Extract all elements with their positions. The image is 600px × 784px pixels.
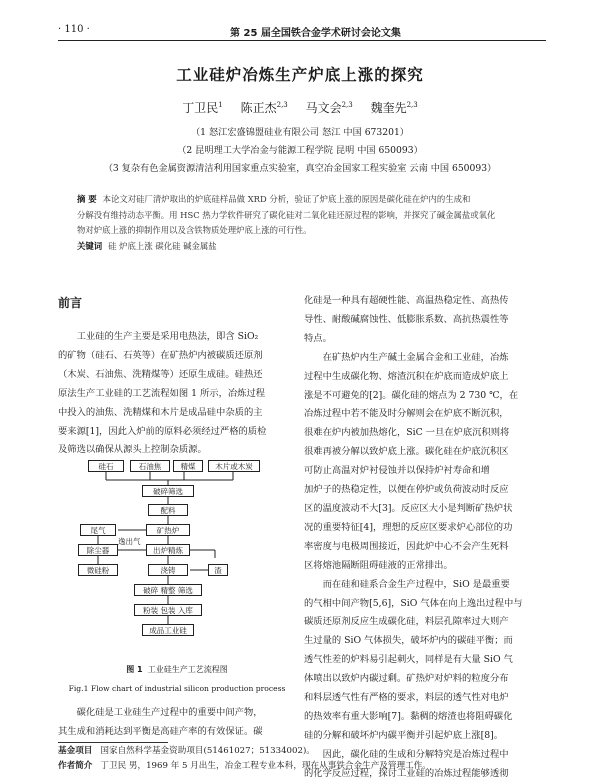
affiliation: （3 复杂有色金属资源清洁利用国家重点实验室，真空冶金国家工程实验室 云南 中国 650093）	[103, 163, 497, 174]
text-line: 碳质还原剂反应生成碳化硅，料层孔隙率过大则产	[304, 616, 509, 628]
flow-node-dust-collector: 除尘器	[78, 544, 118, 556]
text-line: 的矿物（硅石、石英等）在矿热炉内被碳质还原剂	[58, 349, 263, 361]
figure-caption-en: Fig.1 Flow chart of industrial silicon production process	[68, 684, 286, 693]
text-line: 很难在炉内被加热熔化，SiC 一旦在炉底沉积则将	[304, 427, 510, 439]
author-affil-mark: 1	[218, 101, 223, 109]
flow-node-input: 精煤	[173, 460, 203, 472]
footnote-author	[58, 758, 431, 775]
flow-node-input: 石油焦	[130, 460, 170, 472]
flow-node-batching: 配料	[148, 504, 188, 516]
text-line: 及筛选以确保从源头上控制杂质源。	[58, 444, 207, 456]
keywords-label: 关键词	[77, 240, 103, 251]
text-line: 原法生产工业硅的工艺流程如图 1 所示，冶炼过程	[58, 387, 266, 399]
author-affil-mark: 2,3	[406, 101, 418, 109]
text-line: 其生成和消耗达到平衡是高硅产率的有效保证。碳	[58, 725, 263, 737]
page-number: · 110 ·	[58, 24, 90, 35]
flow-node-microsilica: 微硅粉	[78, 564, 118, 576]
footnote-text: 国家自然科学基金资助项目(51461027；51334002)。	[100, 746, 315, 756]
text-line: 中投入的油焦、洗精煤和木片是成品硅中杂质的主	[58, 406, 263, 418]
text-line: 要来源[1]，因此入炉前的原料必须经过严格的质检	[58, 425, 267, 437]
affiliation: （1 怒江宏盛锦盟硅业有限公司 怒江 中国 673201）	[191, 127, 409, 138]
author-name: 魏奎先	[370, 101, 407, 115]
section-heading: 前言	[58, 296, 83, 310]
flow-node-finishing: 破碎 精整 筛选	[134, 584, 202, 596]
text-line: 硅的分解和破坏炉内碳平衡并引起炉底上涨[8]。	[304, 729, 504, 741]
flow-chart	[58, 458, 308, 658]
flow-node-crushing: 破碎筛选	[142, 485, 194, 497]
text-line: 很难再被分解以致炉底上涨。碳化硅在炉底沉积区	[304, 446, 509, 458]
author-list	[0, 99, 600, 116]
flow-node-tailgas: 尾气	[80, 524, 116, 536]
text-line: 生过量的 SiO 气体损失，破坏炉内的碳硅平衡；而	[304, 635, 513, 647]
author-name: 丁卫民	[182, 101, 219, 115]
abstract-label: 摘 要	[77, 194, 97, 204]
flow-node-product: 成品工业硅	[142, 624, 194, 636]
text-line: 过程中生成碳化物、熔渣沉积在炉底而造成炉底上	[304, 370, 509, 382]
text-line: 导性、耐酸碱腐蚀性、低膨胀系数、高抗热震性等	[304, 313, 509, 325]
figure-caption-text: 工业硅生产工艺流程图	[147, 665, 228, 674]
header-rule	[58, 40, 546, 41]
right-column	[304, 292, 546, 784]
figure-number: 图 1	[126, 665, 143, 674]
flow-node-input: 硅石	[88, 460, 124, 472]
running-header: 第 25 届全国铁合金学术研讨会论文集	[230, 28, 401, 39]
text-line: 而在硅和硅系合金生产过程中，SiO 是最重要	[322, 578, 510, 590]
author-affil-mark: 2,3	[341, 101, 353, 109]
text-line: 可防止高温对炉衬侵蚀并以保持炉衬寿命和增	[304, 465, 490, 477]
left-column-intro	[58, 328, 300, 460]
text-line: 因此，碳化硅的生成和分解特究是冶炼过程中	[322, 748, 509, 760]
flow-node-packing: 粉装 包装 入库	[134, 604, 202, 616]
abstract-line: 分解没有维持动态平衡。用 HSC 热力学软件研究了碳化硅对二氧化硅还原过程的影响，并探究了碱金属盐或氧化	[77, 209, 496, 220]
text-line: 透气性差的炉料易引起刺火，同样是有大量 SiO 气	[304, 654, 513, 666]
flow-node-casting: 浇铸	[148, 564, 188, 576]
keywords: 硅 炉底上涨 碳化硅 碱金属盐	[108, 240, 217, 251]
text-line: 况的重要特征[4]，理想的反应区要求炉心部位的功	[304, 521, 513, 533]
affiliation: （2 昆明理工大学冶金与能源工程学院 昆明 中国 650093）	[177, 145, 423, 156]
figure-caption-cn	[62, 664, 292, 675]
text-line: 特点。	[304, 332, 332, 344]
flow-node-input: 木片或木炭	[208, 460, 260, 472]
text-line: 区将熔池隔断阻碍硅液的正常排出。	[304, 559, 453, 571]
text-line: 涨是不可避免的[2]。碳化硅的熔点为 2 730 ℃，在	[304, 389, 519, 401]
text-line: 的热效率有重大影响[7]。黏稠的熔渣也将阻碍碳化	[304, 710, 513, 722]
author-name: 陈正杰	[240, 101, 277, 115]
footnote-label: 作者简介	[58, 761, 93, 771]
text-line: 加炉子的热稳定性，以便在停炉或负荷波动时反应	[304, 484, 509, 496]
paper-title: 工业硅炉冶炼生产炉底上涨的探究	[176, 66, 424, 84]
author-name: 马文会	[305, 101, 342, 115]
footnote-text: 丁卫民 男，1969 年 5 月出生，冶金工程专业本科，现在从事铁合金生产及管理工作。	[100, 761, 431, 771]
footnote-label: 基金项目	[58, 746, 93, 756]
text-line: 率密度与电极周围接近，因此炉中心不会产生死料	[304, 540, 509, 552]
text-line: 碳化硅是工业硅生产过程中的重要中间产物，	[76, 707, 263, 718]
flow-label-escape-gas: 逸出气	[118, 537, 141, 546]
text-line: 冶炼过程中若不能及时分解则会在炉底不断沉积，	[304, 408, 509, 420]
flow-node-slag: 渣	[208, 564, 228, 576]
flow-node-furnace: 矿热炉	[146, 524, 190, 536]
text-line: （木炭、石油焦、洗精煤等）还原生成硅。硅热还	[58, 368, 263, 380]
author-affil-mark: 2,3	[276, 101, 288, 109]
text-line: 和料层透气性有严格的要求，料层的透气性对电炉	[304, 692, 509, 704]
text-line: 区的温度波动不大[3]。反应区大小是判断矿热炉状	[304, 502, 513, 514]
text-line: 在矿热炉内生产碱土金属合金和工业硅，冶炼	[322, 351, 509, 363]
text-line: 化硅是一种具有超硬性能、高温热稳定性、高热传	[304, 295, 509, 306]
left-column-bottom	[58, 704, 300, 742]
text-line: 工业硅的生产主要是采用电热法，即含 SiO₂	[76, 331, 259, 342]
abstract-line: 物对炉底上涨的抑制作用以及含铁物质处理炉底上涨的可行性。	[77, 225, 312, 236]
abstract-line: 本论文对硅厂清炉取出的炉底硅样品做 XRD 分析，验证了炉底上涨的原因是碳化硅在炉内的生成和	[102, 194, 471, 204]
text-line: 的化学反应过程，探讨工业硅的冶炼过程能够透彻	[304, 767, 509, 779]
text-line: 的气相中间产物[5,6]，SiO 气体在向上逸出过程中与	[304, 597, 523, 609]
text-line: 体喷出以致炉内碳过剩。矿热炉对炉料的粒度分布	[304, 673, 509, 685]
abstract	[77, 192, 527, 254]
flow-node-tapping: 出炉精炼	[146, 544, 190, 556]
